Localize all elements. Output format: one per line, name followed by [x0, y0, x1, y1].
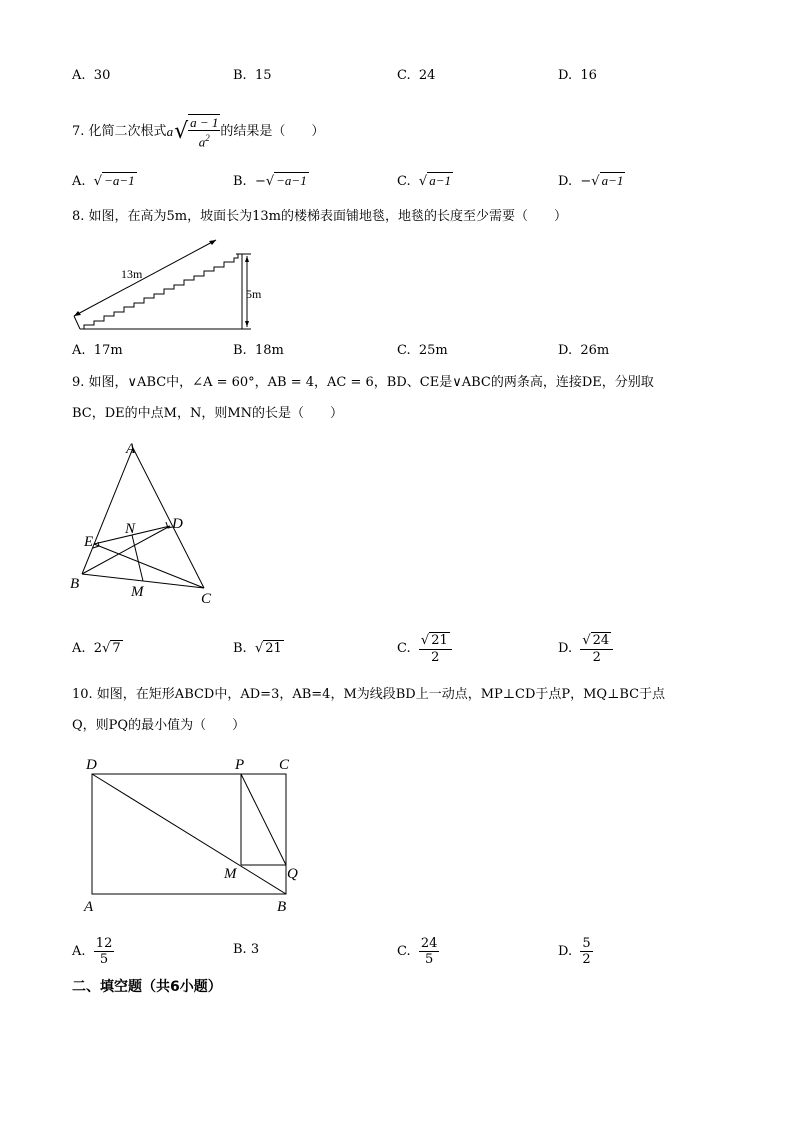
q10-point-c: C	[279, 757, 290, 773]
q9-option-b: B. √ 21	[233, 641, 282, 656]
q10-point-p: P	[235, 757, 245, 773]
q9-point-n: N	[125, 521, 136, 537]
q8-slope-label: 13m	[121, 267, 143, 281]
q10-point-b: B	[277, 899, 287, 915]
q9-option-a: A. 2√ 7	[72, 641, 121, 656]
q10-question-line1: 10. 如图，在矩形ABCD中，AD=3，AB=4，M为线段BD上一动点，MP⊥CD于点P，MQ⊥BC于点	[72, 687, 666, 702]
q8-option-c: C. 25m	[397, 343, 448, 358]
q10-point-m: M	[224, 866, 237, 882]
q9-point-d: D	[172, 516, 183, 532]
q8-option-a: A. 17m	[72, 343, 123, 358]
q10-point-q: Q	[287, 866, 298, 882]
q9-option-c: C. $\frac{√ 21}{2}$	[397, 626, 452, 670]
q10-point-d: D	[86, 757, 97, 773]
q10-option-a: A. $\frac{12}{5}$	[72, 935, 113, 967]
q7-option-c: C. √ a−1	[397, 173, 451, 189]
q8-question: 8. 如图，在高为5m，坡面长为13m的楼梯表面铺地毯，地毯的长度至少需要（ ）	[72, 209, 568, 224]
section-heading-fill-in: 二、填空题（共6小题）	[72, 979, 222, 995]
q10-option-b: B. 3	[233, 942, 260, 957]
q9-option-d: D. $\frac{√ 24}{2}$	[558, 626, 613, 670]
q9-point-e: E	[84, 534, 94, 550]
q10-rectangle-figure	[78, 750, 318, 920]
q9-question-line2: BC，DE的中点M，N，则MN的长是（ ）	[72, 406, 344, 421]
q7-option-b: B. −√ −a−1	[233, 173, 307, 189]
q7-option-d: D. −√ a−1	[558, 173, 624, 189]
q10-point-a: A	[84, 899, 94, 915]
q10-option-d: D. $\frac{5}{2}$	[558, 935, 591, 967]
q10-question-line2: Q，则PQ的最小值为（ ）	[72, 718, 246, 733]
q6-option-c: C. 24	[397, 68, 436, 83]
q7-question: 7. 化简二次根式 a √ $\frac{a - 1}{a^2}$ 的结果是（ ）	[72, 115, 325, 150]
q10-option-c: C. $\frac{24}{5}$	[397, 935, 438, 967]
q9-point-m: M	[131, 584, 144, 600]
q9-triangle-figure	[66, 436, 226, 608]
q8-option-b: B. 18m	[233, 343, 284, 358]
q6-option-a: A. 30	[72, 68, 111, 83]
q8-height-label: 5m	[246, 287, 262, 301]
q8-option-d: D. 26m	[558, 343, 610, 358]
q9-question-line1: 9. 如图，∨ABC中，∠A = 60°，AB = 4，AC = 6，BD、CE是∨ABC的两条高，连接DE，分别取	[72, 375, 654, 390]
q9-point-b: B	[70, 576, 80, 592]
q6-option-d: D. 16	[558, 68, 597, 83]
q8-stairs-figure	[66, 232, 266, 336]
q7-option-a: A. √ −a−1	[72, 173, 135, 189]
q9-point-a: A	[126, 441, 136, 457]
q6-option-b: B. 15	[233, 68, 272, 83]
q9-point-c: C	[201, 591, 212, 607]
